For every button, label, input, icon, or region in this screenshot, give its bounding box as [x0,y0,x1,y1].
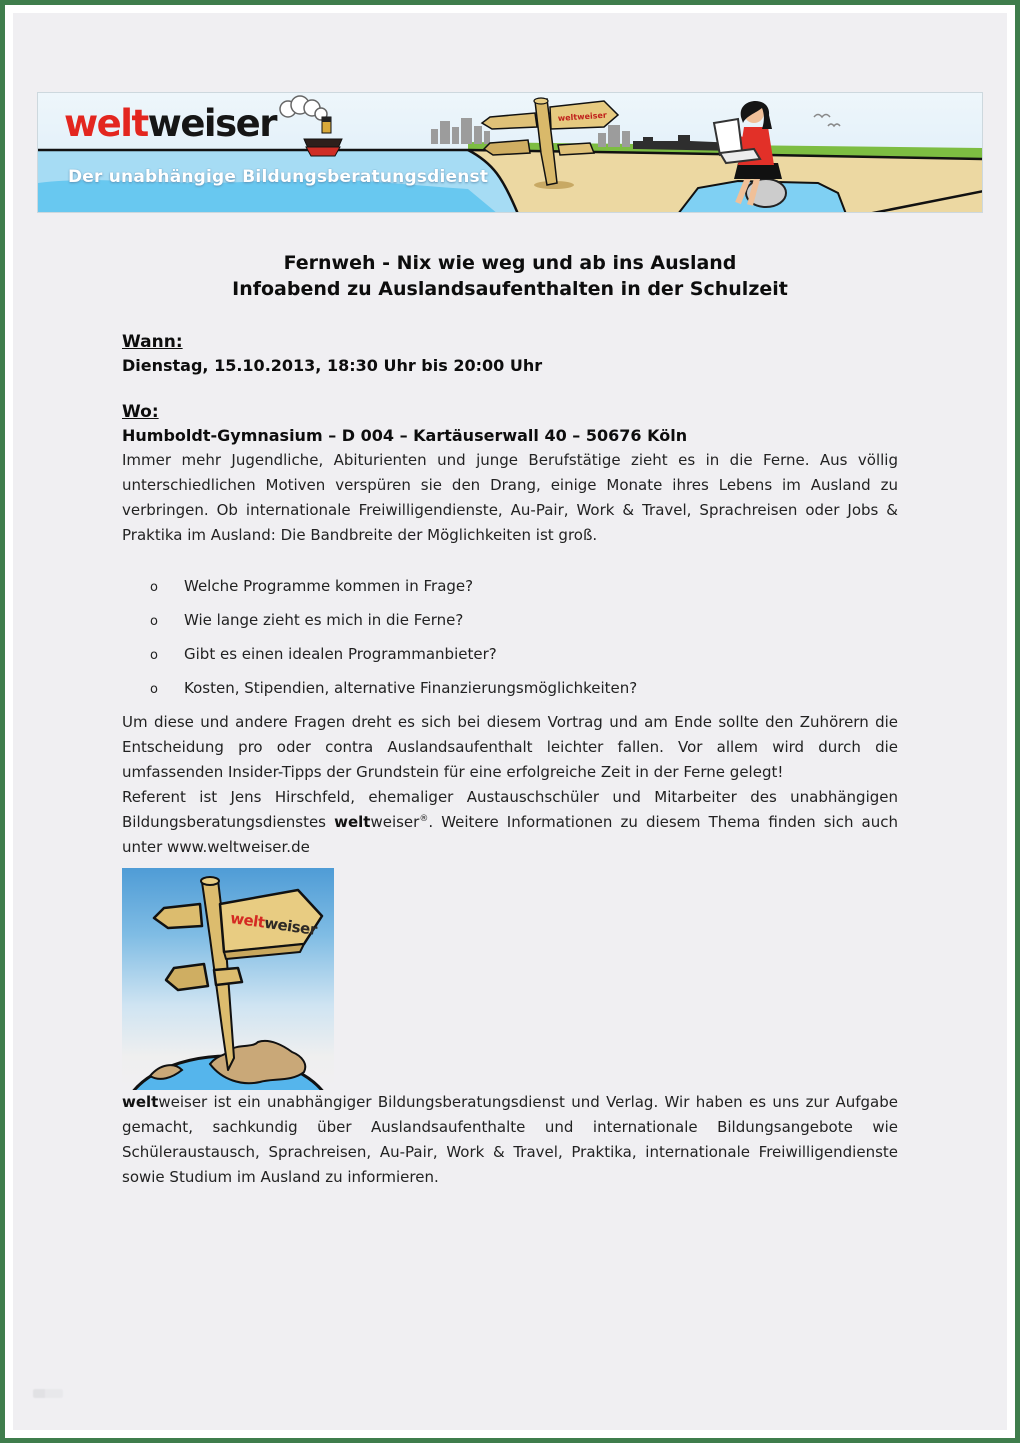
bullet-icon: o [150,648,158,663]
banner-sign-label: weltweiser [557,110,608,123]
vortrag-paragraph: Um diese und andere Fragen dreht es sich bei diesem Vortrag und am Ende sollte den Zuhörern die Entscheidung pro oder contra Auslandsaufenthalt leichter fallen. Vor allem wird durch die umfassenden Insider-Tipps der Grundstein für eine erfolgreiche Zeit in der Ferne gelegt! [122,713,898,781]
when-value: Dienstag, 15.10.2013, 18:30 Uhr bis 20:00 Uhr [122,356,543,375]
faint-corner-mark [33,1389,63,1398]
question-text: Welche Programme kommen in Frage? [184,577,474,595]
header-banner [37,92,983,213]
brand-name-bold: welt [334,813,371,831]
question-text: Wie lange zieht es mich in die Ferne? [184,611,464,629]
sign-label-welt: welt [229,909,266,932]
event-title-line1: Fernweh - Nix wie weg und ab ins Ausland [283,252,737,274]
brand-name-rest: weiser [370,813,420,831]
document-body [122,250,898,1190]
bullet-icon: o [150,580,158,595]
where-value: Humboldt-Gymnasium – D 004 – Kartäuserwall 40 – 50676 Köln [122,426,688,445]
sign-label-weiser: weiser [263,913,318,939]
logo-part-welt: welt [64,102,148,145]
list-item [150,676,898,702]
page-background [13,13,1007,1430]
about-text: ist ein unabhängiger Bildungsberatungsdienst und Verlag. Wir haben es uns zur Aufgabe gemacht, sachkundig über Auslandsaufenthalte und internationale Bildungsangebote wie Schüleraustausch, Sprachreisen, Au-Pair, Work & Travel, Praktika, internationale Freiwilligendienste sowie Studium im Ausland zu informieren. [122,1093,898,1186]
when-section [122,330,898,378]
when-label: Wann: [122,332,183,352]
brand-name-rest: weiser [158,1093,208,1111]
where-section [122,400,898,448]
questions-list [122,574,898,702]
brand-name-bold: welt [122,1093,159,1111]
question-text: Kosten, Stipendien, alternative Finanzierungsmöglichkeiten? [184,679,638,697]
list-item [150,642,898,668]
where-label: Wo: [122,402,159,422]
bullet-icon: o [150,614,158,629]
event-title-line2: Infoabend zu Auslandsaufenthalten in der Schulzeit [232,278,788,300]
intro-paragraph: Immer mehr Jugendliche, Abiturienten und junge Berufstätige zieht es in die Ferne. Aus völlig unterschiedlichen Motiven verspüren sie den Drang, einige Monate ihres Lebens im Ausland zu verbringen. Ob internationale Freiwilligendienste, Au-Pair, Work & Travel, Sprachreisen oder Jobs & Praktika im Ausland: Die Bandbreite der Möglichkeiten ist groß. [122,451,898,544]
logo [64,102,276,145]
list-item [150,574,898,600]
event-title [122,250,898,302]
referent-paragraph [122,785,898,860]
about-paragraph [122,1090,898,1190]
question-text: Gibt es einen idealen Programmanbieter? [184,645,497,663]
registered-mark: ® [419,814,429,824]
tagline: Der unabhängige Bildungsberatungsdienst [68,167,489,187]
bullet-icon: o [150,682,158,697]
referent-text-2: . Weitere Informationen zu diesem Thema finden sich auch unter www.weltweiser.de [122,813,898,856]
signpost-globe-image [122,868,334,1090]
signpost-globe-illustration [122,868,334,1090]
referent-text-1: Referent ist Jens Hirschfeld, ehemaliger Austauschschüler und Mitarbeiter des unabhängigen Bildungsberatungsdienstes [122,788,898,831]
list-item [150,608,898,634]
logo-part-weiser: weiser [147,102,276,145]
